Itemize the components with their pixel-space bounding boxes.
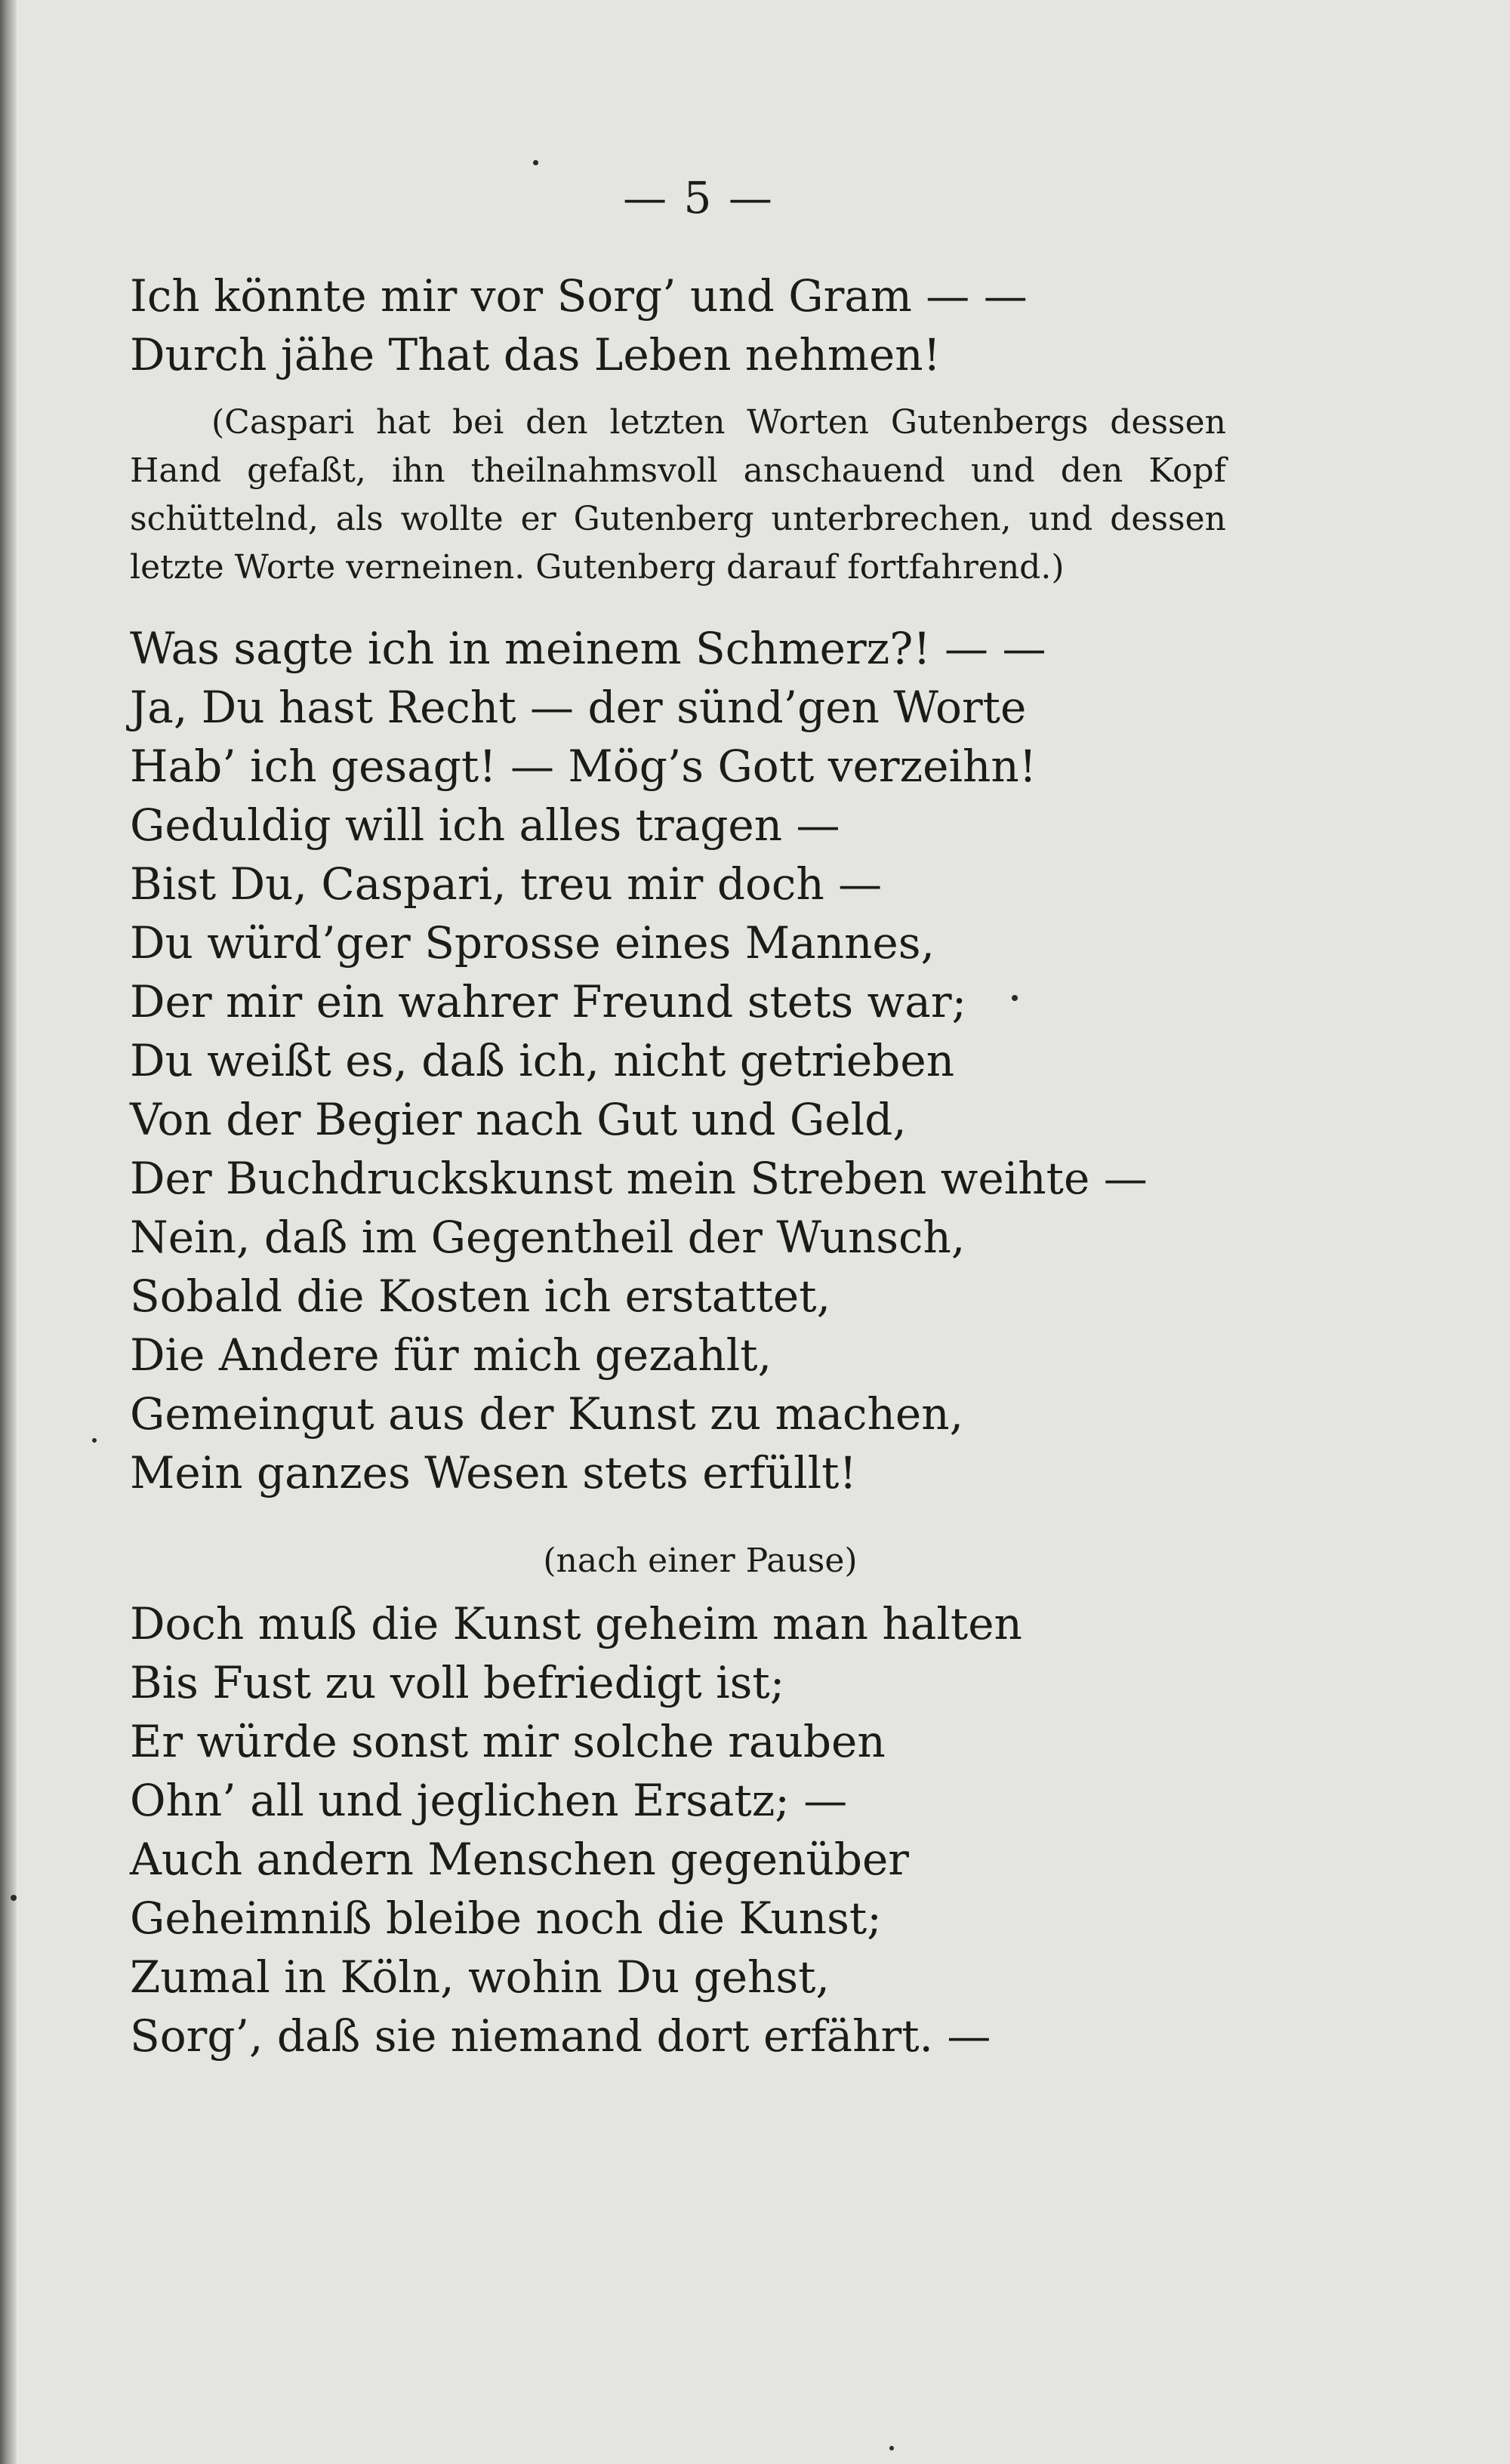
verse-line: Sobald die Kosten ich erstattet,	[130, 1270, 830, 1322]
verse-line: Gemeingut aus der Kunst zu machen,	[130, 1388, 964, 1440]
scan-speck	[533, 160, 538, 165]
verse-line: Sorg’, daß sie niemand dort erfährt. —	[130, 2010, 991, 2062]
verse-line: Mein ganzes Wesen stets erfüllt!	[130, 1447, 857, 1498]
verse-line: Die Andere für mich gezahlt,	[130, 1329, 772, 1381]
verse-line: Du weißt es, daß ich, nicht getrieben	[130, 1035, 955, 1086]
verse-line: Ohn’ all und jeglichen Ersatz; —	[130, 1775, 848, 1826]
verse-block-1	[130, 266, 1028, 384]
stage-direction-pause: (nach einer Pause)	[543, 1542, 858, 1580]
verse-line: Nein, daß im Gegentheil der Wunsch,	[130, 1212, 966, 1263]
verse-line: Bis Fust zu voll befriedigt ist;	[130, 1657, 785, 1708]
verse-line: Von der Begier nach Gut und Geld,	[130, 1094, 907, 1145]
verse-block-3	[130, 1594, 1022, 2065]
scan-speck	[889, 2446, 894, 2450]
verse-line: Du würd’ger Sprosse eines Mannes,	[130, 917, 935, 969]
verse-line: Hab’ ich gesagt! — Mög’s Gott verzeihn!	[130, 741, 1037, 792]
verse-line: Ja, Du hast Recht — der sünd’gen Worte	[130, 682, 1027, 733]
verse-line: Auch andern Menschen gegenüber	[130, 1834, 909, 1885]
scan-speck	[11, 1895, 17, 1901]
verse-line: Was sagte ich in meinem Schmerz?! — —	[130, 623, 1046, 674]
verse-line: Durch jähe That das Leben nehmen!	[130, 329, 941, 380]
verse-line: Der mir ein wahrer Freund stets war;	[130, 976, 967, 1027]
verse-line: Geheimniß bleibe noch die Kunst;	[130, 1893, 882, 1944]
verse-line: Zumal in Köln, wohin Du gehst,	[130, 1951, 830, 2003]
verse-line: Der Buchdruckskunst mein Streben weihte —	[130, 1153, 1148, 1204]
stage-direction	[130, 399, 1226, 592]
verse-line: Er würde sonst mir solche rauben	[130, 1716, 886, 1767]
page-number: — 5 —	[623, 172, 774, 223]
verse-line: Geduldig will ich alles tragen —	[130, 799, 840, 851]
verse-line: Doch muß die Kunst geheim man halten	[130, 1598, 1022, 1649]
verse-line: Ich könnte mir vor Sorg’ und Gram — —	[130, 270, 1028, 322]
verse-line: Bist Du, Caspari, treu mir doch —	[130, 858, 883, 910]
stage-direction-text: (Caspari hat bei den letzten Worten Gutenbergs dessen Hand gefaßt, ihn theilnahmsvoll anschauend und den Kopf schüttelnd, als wollte er Gutenberg unterbrechen, und dessen letzte Worte verneinen. Gutenberg darauf fortfahrend.)	[130, 403, 1226, 587]
verse-block-2	[130, 619, 1148, 1502]
page-binding-edge	[0, 0, 17, 2464]
scan-speck	[92, 1438, 97, 1443]
